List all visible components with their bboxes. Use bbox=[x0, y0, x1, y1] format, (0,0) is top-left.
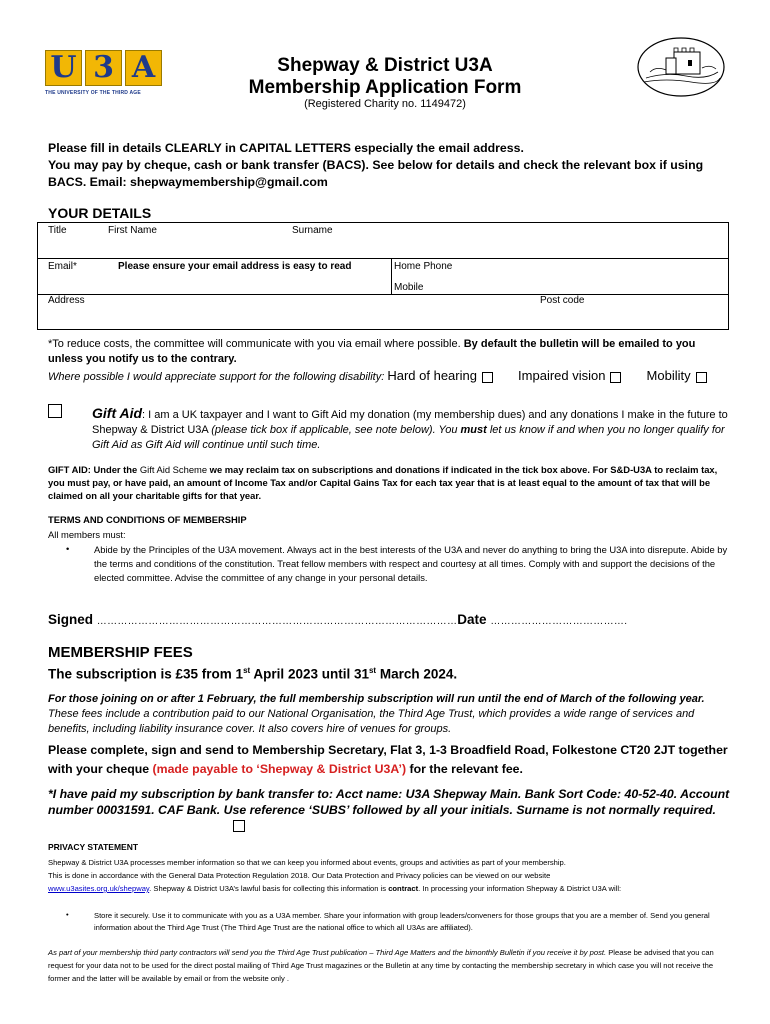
date-label: Date bbox=[457, 612, 487, 627]
first-name-label: First Name bbox=[108, 225, 157, 236]
terms-bullet: • bbox=[66, 543, 70, 554]
bacs-payment-note: *I have paid my subscription by bank transfer to: Acct name: U3A Shepway Main. Bank Sort Code: 40-52-40. Account number 00031591. CAF Bank. Use reference ‘SUBS’ followed by all your initials. Surname is not normally required. bbox=[48, 787, 730, 817]
send-suffix: for the relevant fee. bbox=[406, 762, 523, 776]
gift-aid-para-c: we may reclaim tax on subscriptions and donations if indicated in the tick box above. For S&D-U3A to reclaim tax, you must pay, or have paid, an amount of Income Tax and/or Capital Gains Tax for each tax year that is at least equal to the amount of tax that will be claimed on all your charitable gifts for that year. bbox=[48, 464, 718, 501]
gift-aid-italic: (please tick box if applicable, see note below). You bbox=[211, 424, 461, 436]
membership-fees-heading: MEMBERSHIP FEES bbox=[48, 644, 193, 661]
gift-aid-must: must bbox=[460, 424, 487, 436]
date-line[interactable]: …………………………………. bbox=[490, 616, 628, 627]
all-members-label: All members must: bbox=[48, 529, 126, 540]
home-phone-label: Home Phone bbox=[394, 261, 453, 272]
bacs-checkbox[interactable] bbox=[233, 820, 245, 832]
surname-label: Surname bbox=[292, 225, 333, 236]
cheque-payable-note: (made payable to ‘Shepway & District U3A’) bbox=[152, 762, 407, 776]
privacy-statement bbox=[48, 856, 728, 895]
privacy-heading: PRIVACY STATEMENT bbox=[48, 842, 139, 852]
disability-intro: Where possible I would appreciate support for the following disability: bbox=[48, 371, 388, 383]
charity-number: (Registered Charity no. 1149472) bbox=[304, 98, 466, 110]
intro-line-1: Please fill in details CLEARLY in CAPITAL LETTERS especially the email address. bbox=[48, 141, 524, 155]
email-legibility-note: Please ensure your email address is easy to read bbox=[118, 261, 352, 272]
terms-text: Abide by the Principles of the U3A movement. Always act in the best interests of the U3A and never do anything to bring the U3A into disrepute. Abide by the terms and conditions of the constitution. Treat fellow members with respect and courtesy at all times. Comply with and support the decisions of the elected committee. Advise the committee of any change in your personal details. bbox=[94, 544, 728, 583]
gift-aid-title: Gift Aid bbox=[92, 405, 143, 421]
email-communication-note bbox=[48, 337, 728, 367]
title-line-2: Membership Application Form bbox=[248, 77, 522, 98]
privacy-contract: contract bbox=[388, 884, 419, 893]
mobile-label: Mobile bbox=[394, 282, 424, 293]
gift-aid-text: : I am a UK taxpayer and I want to Gift Aid my donation (my membership dues) and any donations I make in the future to Shepway & District U3A bbox=[92, 409, 728, 436]
gift-aid-explanation bbox=[48, 463, 728, 502]
joining-note bbox=[48, 692, 728, 737]
mobility-label: Mobility bbox=[646, 368, 691, 383]
subscription-sup-1: st bbox=[243, 666, 251, 675]
title-label: Title bbox=[48, 225, 67, 236]
joining-note-rest: These fees include a contribution paid to our National Organisation, the Third Age Trust, which provides a wide range of services and benefits, including liability insurance cover. It also covers hire of venues for groups. bbox=[48, 708, 695, 735]
third-party-rest: Please be advised that you can request for your data not to be used for the direct postal mailing of Third Age Trust magazines or the Bulletin at any time by contacting the membership secretary in which case you will not receive the former and the latter will be available by email or from the website only . bbox=[48, 948, 714, 983]
logo-letter-3: 3 bbox=[85, 50, 122, 86]
privacy-line-2: This is done in accordance with the General Data Protection Regulation 2018. Our Data Protection and Privacy policies can be viewed on our website bbox=[48, 871, 551, 880]
gift-aid-declaration bbox=[92, 406, 732, 453]
details-table bbox=[37, 222, 729, 330]
privacy-bullet-text: Store it securely. Use it to communicate with you as a U3A member. Share your information with group leaders/conveners for those groups that you are a member of. Send you general information about the Third Age Trust (The Third Age Trust are the national office to which all U3As are affiliated). bbox=[94, 911, 710, 932]
postcode-label: Post code bbox=[540, 295, 585, 306]
signature-row bbox=[48, 612, 738, 627]
third-party-note bbox=[48, 946, 732, 985]
intro-line-2: You may pay by cheque, cash or bank transfer (BACS). See below for details and check the relevant box if using BACS. Email: shepwaymembership@gmail.com bbox=[48, 158, 704, 189]
terms-heading: TERMS AND CONDITIONS OF MEMBERSHIP bbox=[48, 514, 247, 525]
website-link[interactable]: www.u3asites.org.uk/shepway bbox=[48, 884, 150, 893]
gift-aid-scheme: Gift Aid Scheme bbox=[139, 464, 208, 475]
impaired-vision-label: Impaired vision bbox=[518, 368, 606, 383]
subscription-part-b: April 2023 until 31 bbox=[250, 666, 369, 682]
address-label: Address bbox=[48, 295, 85, 306]
send-instructions bbox=[48, 741, 738, 779]
gift-aid-italic-2: let us know if and when you no longer qualify for Gift Aid as Gift Aid will continue until such time. bbox=[92, 424, 725, 451]
u3a-logo bbox=[45, 50, 165, 100]
email-note-bold: By default the bulletin will be emailed to you unless you notify us to the contrary. bbox=[48, 338, 696, 365]
privacy-bullet: • bbox=[66, 910, 69, 919]
privacy-line-3c: . In processing your information Shepway & District U3A will: bbox=[418, 884, 622, 893]
hard-of-hearing-label: Hard of hearing bbox=[387, 368, 477, 383]
disability-support-row bbox=[48, 368, 738, 383]
signature-line[interactable]: …………………………………………………………………………………………… bbox=[96, 616, 458, 627]
send-address: Please complete, sign and send to Membership Secretary, Flat 3, 1-3 Broadfield Road, Folkestone CT20 2JT together with your cheque bbox=[48, 743, 728, 776]
email-note-text: *To reduce costs, the committee will communicate with you via email where possible. bbox=[48, 338, 464, 350]
form-title bbox=[200, 55, 570, 99]
title-line-1: Shepway & District U3A bbox=[277, 55, 493, 76]
logo-tagline: THE UNIVERSITY OF THE THIRD AGE bbox=[45, 90, 141, 96]
mobility-checkbox[interactable] bbox=[696, 372, 707, 383]
subscription-sup-2: st bbox=[368, 666, 377, 675]
impaired-vision-checkbox[interactable] bbox=[610, 372, 621, 383]
subscription-part-c: March 2024. bbox=[376, 666, 458, 682]
signed-label: Signed bbox=[48, 612, 94, 627]
logo-letter-a: A bbox=[125, 50, 162, 86]
gift-aid-checkbox[interactable] bbox=[48, 404, 62, 418]
third-party-italic: As part of your membership third party contractors will send you the Third Age Trust publication – Third Age Matters and the bimonthly Bulletin if you receive it by post. bbox=[48, 948, 607, 957]
castle-emblem-icon bbox=[636, 36, 726, 98]
subscription-part-a: The subscription is £35 from 1 bbox=[48, 666, 244, 682]
gift-aid-para-a: GIFT AID: Under the bbox=[48, 464, 140, 475]
privacy-line-1: Shepway & District U3A processes member information so that we can keep you informed about events, groups and activities as part of your membership. bbox=[48, 858, 566, 867]
privacy-line-3a: . Shepway & District U3A’s lawful basis for collecting this information is bbox=[149, 884, 389, 893]
logo-letter-u: U bbox=[45, 50, 82, 86]
intro-instructions bbox=[48, 140, 728, 191]
hard-of-hearing-checkbox[interactable] bbox=[482, 372, 493, 383]
subscription-amount bbox=[48, 666, 457, 682]
email-label: Email* bbox=[48, 261, 77, 272]
your-details-heading: YOUR DETAILS bbox=[48, 205, 152, 221]
joining-note-bold: For those joining on or after 1 February, the full membership subscription will run until the end of March of the following year. bbox=[48, 693, 705, 705]
